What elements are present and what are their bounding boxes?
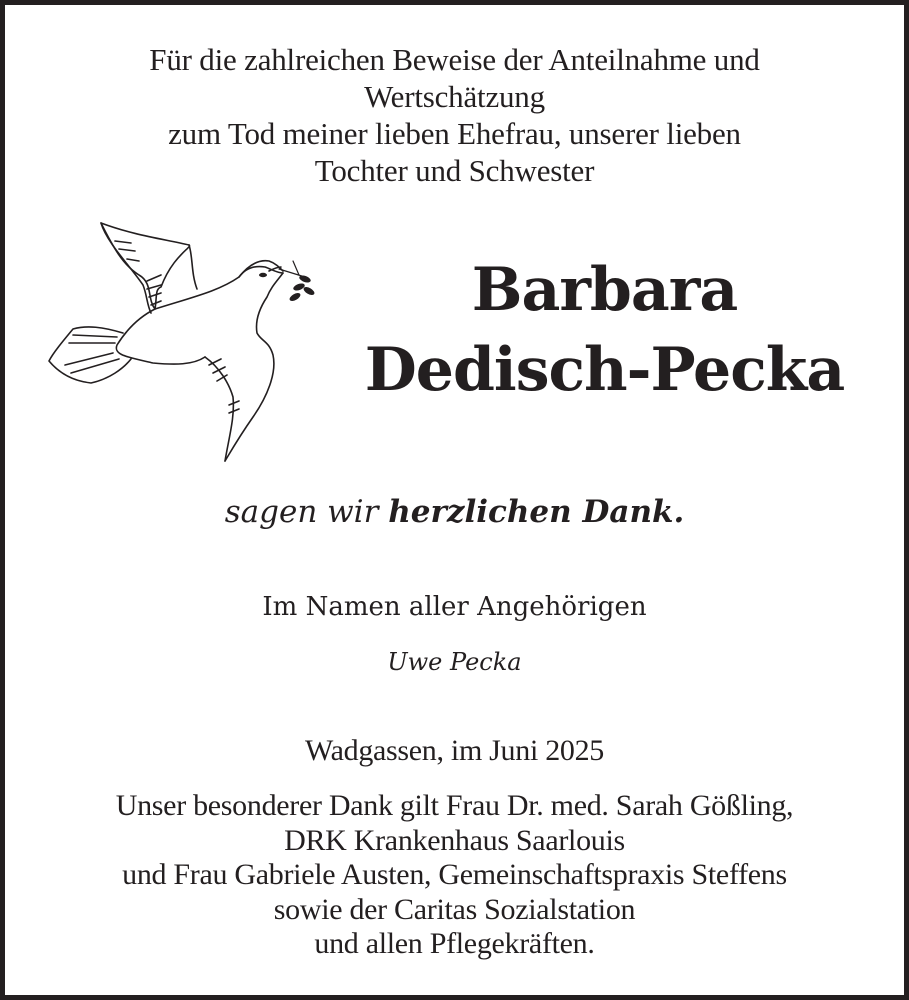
signer-name: Uwe Pecka [387, 648, 522, 676]
special-thanks-line: DRK Krankenhaus Saarlouis [284, 823, 625, 857]
thanks-line [5, 489, 904, 535]
deceased-name [335, 250, 874, 410]
thanks-lead: sagen wir [224, 494, 389, 530]
thanks-emphasis: herzlichen Dank. [388, 494, 685, 530]
deceased-last-name: Dedisch-Pecka [364, 335, 845, 405]
intro-line: Für die zahlreichen Beweise der Anteilnahme und [149, 42, 760, 77]
intro-line: Wertschätzung [364, 79, 545, 114]
special-thanks-line: Unser besonderer Dank gilt Frau Dr. med. Sarah Gößling, [115, 789, 794, 822]
intro-line: Tochter und Schwester [314, 153, 595, 188]
intro-line: zum Tod meiner lieben Ehefrau, unserer lieben [168, 116, 741, 151]
special-thanks-line: sowie der Caritas Sozialstation [273, 892, 636, 926]
intro-text [5, 41, 904, 189]
deceased-first-name: Barbara [471, 255, 738, 325]
special-thanks-line: und allen Pflegekräften. [314, 927, 595, 960]
dove-with-olive-branch-icon [43, 217, 319, 465]
special-thanks [5, 789, 904, 962]
family-line: Im Namen aller Angehörigen [262, 592, 647, 622]
place-date: Wadgassen, im Juni 2025 [305, 734, 604, 767]
special-thanks-line: und Frau Gabriele Austen, Gemeinschaftspraxis Steffens [122, 858, 787, 891]
